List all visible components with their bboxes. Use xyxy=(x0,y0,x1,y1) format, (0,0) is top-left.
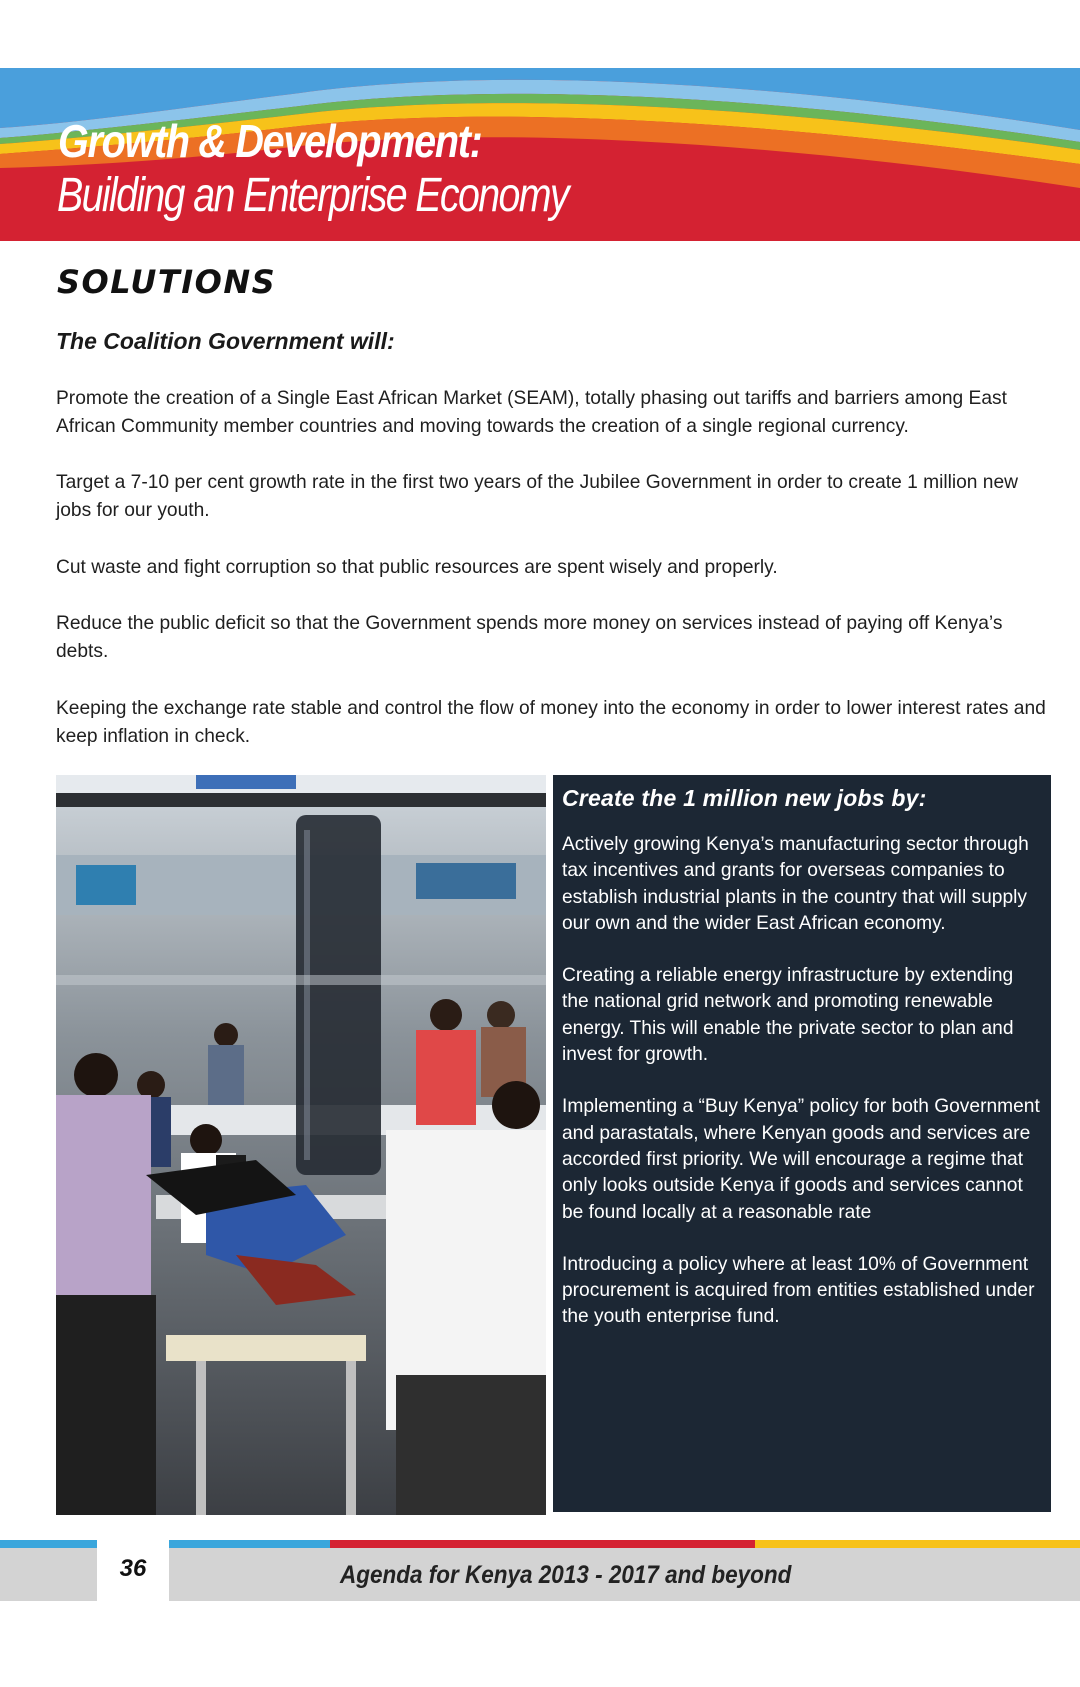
banner-title: Growth & Development: xyxy=(58,115,482,167)
solution-paragraph: Promote the creation of a Single East African Market (SEAM), totally phasing out tariffs and barriers among East African Community member countries and moving towards the creation of a single regional currency. xyxy=(56,388,1007,437)
jobs-item: Creating a reliable energy infrastructure by extending the national grid network and promoting renewable energy. This will enable the private sector to plan and invest for growth. xyxy=(562,965,1014,1066)
factory-photo-illustration xyxy=(56,775,546,1515)
page-number: 36 xyxy=(97,1540,169,1602)
jobs-item: Actively growing Kenya’s manufacturing sector through tax incentives and grants for overseas companies to establish industrial plants in the country that will supply our own and the wider East African economy. xyxy=(562,834,1029,934)
footer-title: Agenda for Kenya 2013 - 2017 and beyond xyxy=(340,1561,792,1589)
footer-stripe-yellow xyxy=(755,1540,1080,1548)
footer-stripe-red xyxy=(330,1540,755,1548)
solution-paragraph: Reduce the public deficit so that the Government spends more money on services instead of paying off Kenya’s debts. xyxy=(56,613,1003,662)
jobs-box-title: Create the 1 million new jobs by: xyxy=(562,785,927,811)
jobs-item: Implementing a “Buy Kenya” policy for both Government and parastatals, where Kenyan goods and services are accorded first priority. We will encourage a regime that only looks outside Kenya if goods and services cannot be found locally at a reasonable rate xyxy=(562,1096,1040,1223)
solution-paragraph: Cut waste and fight corruption so that public resources are spent wisely and properly. xyxy=(56,557,778,578)
footer-bar-left xyxy=(0,1548,97,1601)
section-heading: SOLUTIONS xyxy=(57,263,277,301)
banner-subtitle: Building an Enterprise Economy xyxy=(57,169,568,222)
solution-paragraph: Target a 7-10 per cent growth rate in the first two years of the Jubilee Government in order to create 1 million new jobs for our youth. xyxy=(56,472,1018,521)
solution-paragraph: Keeping the exchange rate stable and control the flow of money into the economy in order to lower interest rates and keep inflation in check. xyxy=(56,698,1046,747)
section-lead: The Coalition Government will: xyxy=(56,328,395,354)
jobs-item: Introducing a policy where at least 10% of Government procurement is acquired from entities established under the youth enterprise fund. xyxy=(562,1253,1035,1328)
jobs-box xyxy=(553,775,1051,1512)
factory-photo xyxy=(56,775,546,1515)
